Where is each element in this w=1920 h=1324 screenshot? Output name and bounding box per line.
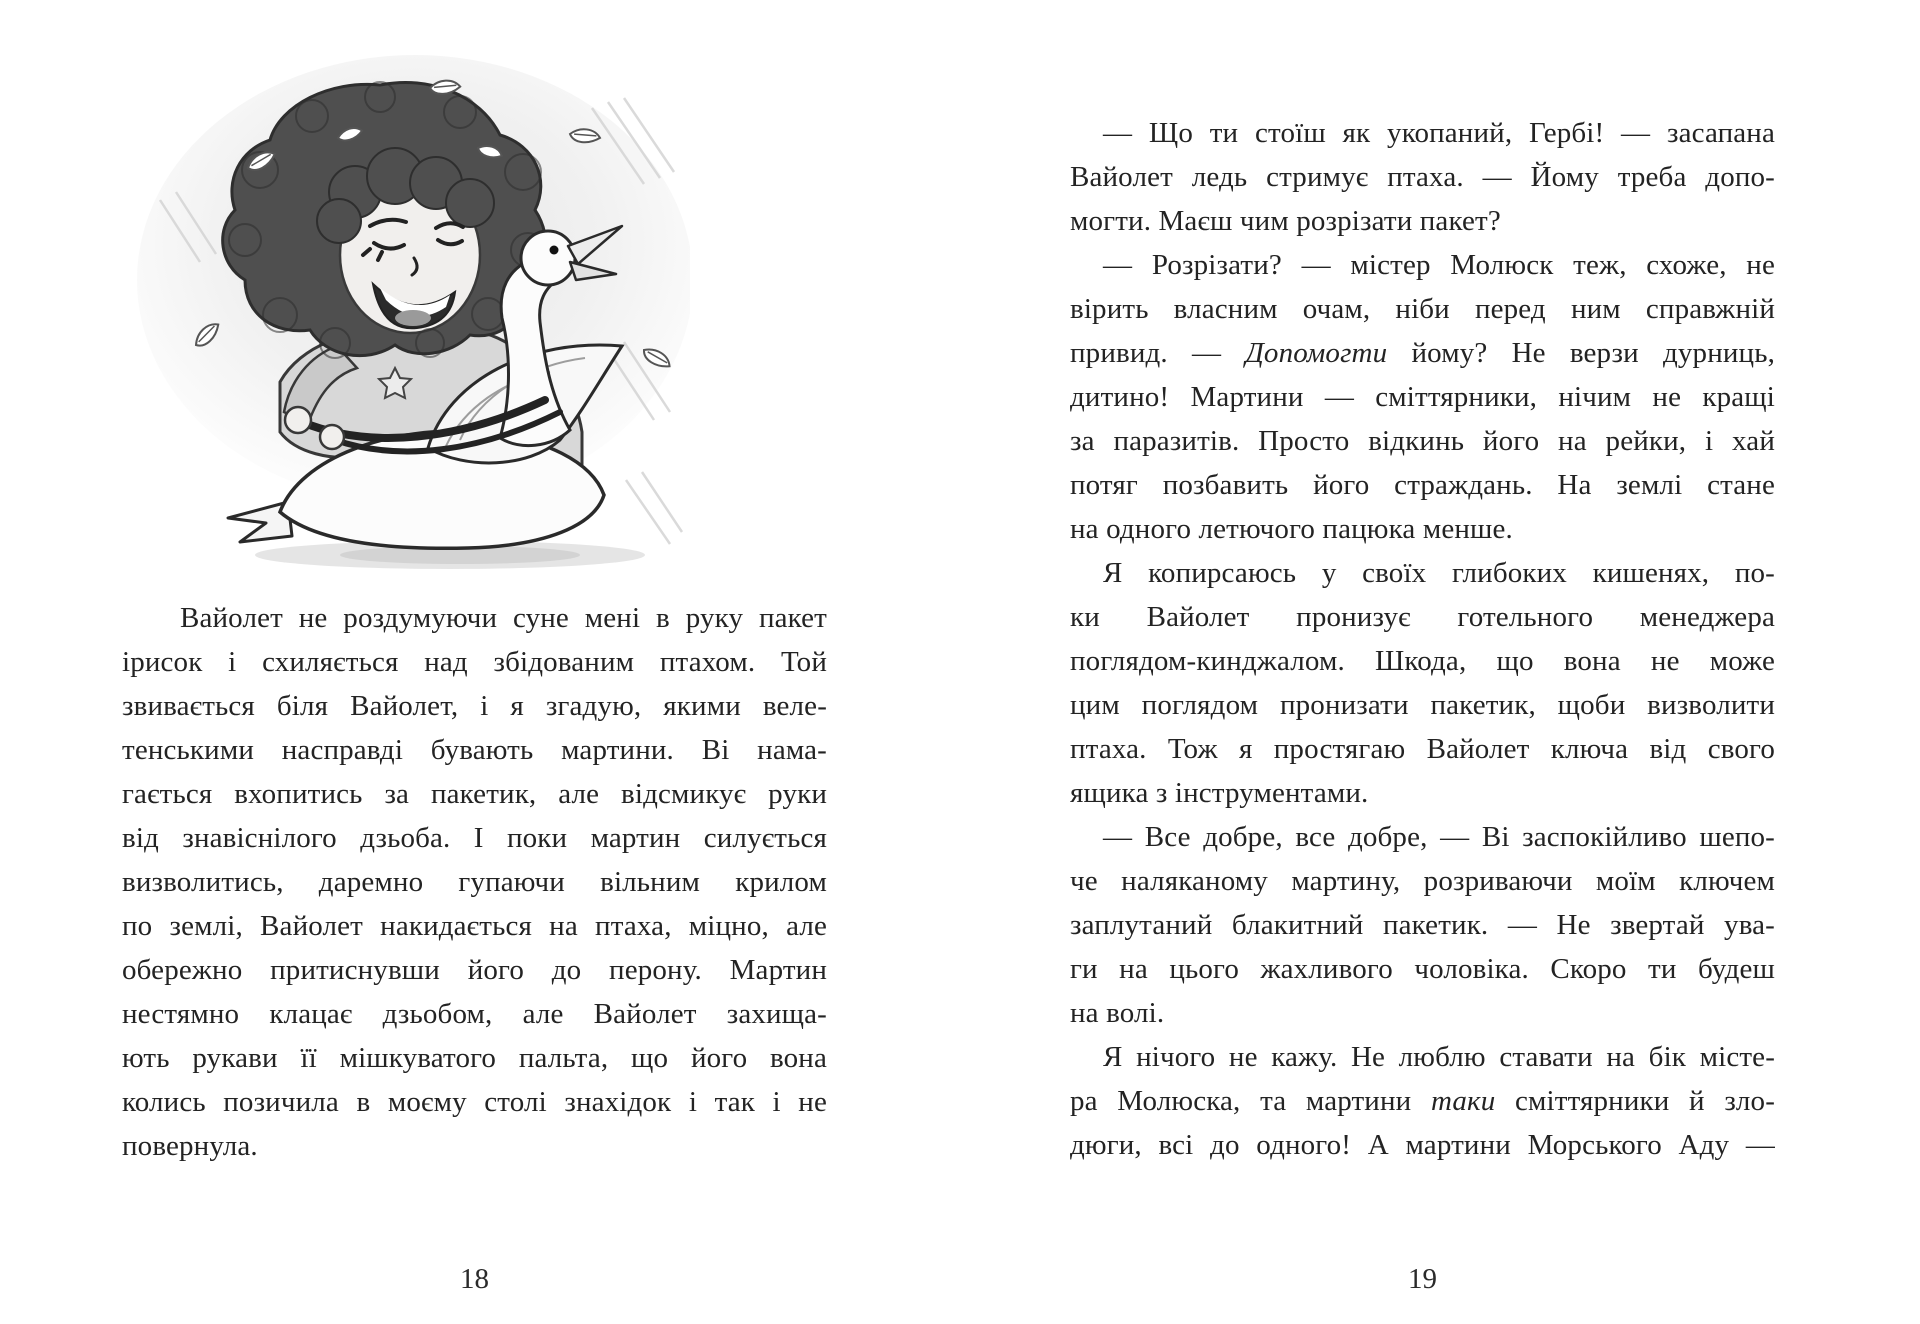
text-segment: за паразитів. Просто відкинь його на рейки, і хай	[1070, 425, 1775, 457]
text-line	[1070, 639, 1775, 683]
text-segment: че наляканому мартину, розриваючи моїм ключем	[1070, 865, 1775, 897]
text-line	[122, 772, 827, 816]
text-segment: дюги, всі до одного! А мартини Морського Аду —	[1070, 1129, 1775, 1161]
illustration-child-with-seagull	[130, 50, 690, 585]
child-tongue	[395, 310, 431, 326]
text-line	[1070, 1035, 1775, 1079]
text-segment: Вайолет не роздумуючи суне мені в руку пакет	[180, 602, 827, 634]
text-segment: йому? Не верзи дурниць,	[1387, 337, 1775, 369]
seagull-head	[521, 231, 575, 285]
text-segment: ірисок і схиляється над збідованим птахом. Той	[122, 646, 827, 678]
text-segment: визволитись, даремно гупаючи вільним крилом	[122, 866, 827, 898]
text-line	[1070, 199, 1775, 243]
text-segment: Вайолет ледь стримує птаха. — Йому треба допо-	[1070, 161, 1775, 193]
text-segment: потяг позбавить його страждань. На землі стане	[1070, 469, 1775, 501]
text-line	[1070, 1079, 1775, 1123]
text-line	[122, 1036, 827, 1080]
text-segment: дитино! Мартини — сміттярники, нічим не кращі	[1070, 381, 1775, 413]
text-line	[122, 904, 827, 948]
text-segment: Я нічого не кажу. Не люблю ставати на бік місте-	[1103, 1041, 1775, 1073]
text-segment: ки Вайолет пронизує готельного менеджера	[1070, 601, 1775, 633]
text-segment: на волі.	[1070, 997, 1165, 1029]
text-line	[1070, 463, 1775, 507]
text-line	[1070, 683, 1775, 727]
text-line	[122, 1124, 827, 1168]
text-segment: гається вхопитись за пакетик, але відсмикує руки	[122, 778, 827, 810]
text-segment: ють рукави її мішкуватого пальта, що його вона	[122, 1042, 827, 1074]
italic-text-segment: таки	[1430, 1085, 1496, 1117]
text-segment: цим поглядом пронизати пакетик, щоби визволити	[1070, 689, 1775, 721]
page-19	[960, 0, 1920, 1324]
text-line	[1070, 771, 1775, 815]
text-line	[1070, 331, 1775, 375]
text-segment: по землі, Вайолет накидається на птаха, міцно, але	[122, 910, 827, 942]
text-line	[1070, 507, 1775, 551]
text-line	[1070, 1123, 1775, 1167]
text-segment: повернула.	[122, 1130, 258, 1162]
text-segment: колись позичила в моєму столі знахідок і так і не	[122, 1086, 827, 1118]
text-segment: ящика з інструментами.	[1070, 777, 1369, 809]
text-segment: на одного летючого пацюка менше.	[1070, 513, 1513, 545]
text-segment: заплутаний блакитний пакетик. — Не звертай ува-	[1070, 909, 1775, 941]
text-segment: — Все добре, все добре, — Ві заспокійливо шепо-	[1103, 821, 1775, 853]
text-line	[1070, 551, 1775, 595]
page-number-right: 19	[1408, 1263, 1437, 1295]
text-segment: привид. —	[1070, 337, 1246, 369]
text-segment: ра Молюска, та мартини	[1070, 1085, 1431, 1117]
text-line	[1070, 287, 1775, 331]
text-line	[122, 816, 827, 860]
text-segment: вірить власним очам, ніби перед ним справжній	[1070, 293, 1775, 325]
left-page-text	[122, 596, 827, 1168]
text-segment: птаха. Тож я простягаю Вайолет ключа від свого	[1070, 733, 1775, 765]
text-line	[122, 640, 827, 684]
text-segment: Я копирсаюсь у своїх глибоких кишенях, по-	[1103, 557, 1775, 589]
text-line	[1070, 243, 1775, 287]
text-segment: поглядом-кинджалом. Шкода, що вона не може	[1070, 645, 1775, 677]
sketch-illustration	[130, 50, 690, 585]
seagull-eye	[550, 246, 559, 255]
text-line	[122, 1080, 827, 1124]
text-line	[122, 596, 827, 640]
page-number-left: 18	[460, 1263, 489, 1295]
text-line	[1070, 859, 1775, 903]
text-segment: обережно притиснувши його до перону. Мартин	[122, 954, 827, 986]
text-line	[1070, 947, 1775, 991]
text-line	[122, 948, 827, 992]
text-line	[122, 860, 827, 904]
text-line	[122, 992, 827, 1036]
text-line	[1070, 815, 1775, 859]
child-hand	[285, 407, 311, 433]
text-line	[1070, 155, 1775, 199]
text-line	[1070, 111, 1775, 155]
right-page-text	[1070, 111, 1775, 1167]
text-segment: від знавіснілого дзьоба. І поки мартин силується	[122, 822, 827, 854]
text-segment: — Що ти стоїш як укопаний, Гербі! — засапана	[1103, 117, 1775, 149]
text-segment: ги на цього жахливого чоловіка. Скоро ти будеш	[1070, 953, 1775, 985]
child-hand	[320, 425, 344, 449]
text-line	[1070, 419, 1775, 463]
text-segment: могти. Маєш чим розрізати пакет?	[1070, 205, 1501, 237]
text-segment: — Розрізати? — містер Молюск теж, схоже, не	[1103, 249, 1775, 281]
text-line	[1070, 903, 1775, 947]
text-segment: звивається біля Вайолет, і я згадую, якими веле-	[122, 690, 827, 722]
text-line	[1070, 595, 1775, 639]
text-segment: нестямно клацає дзьобом, але Вайолет захища-	[122, 998, 827, 1030]
text-line	[122, 684, 827, 728]
italic-text-segment: Допомогти	[1245, 337, 1388, 369]
text-segment: тенськими насправді бувають мартини. Ві нама-	[122, 734, 827, 766]
text-line	[1070, 727, 1775, 771]
text-segment: сміттярники й зло-	[1495, 1085, 1775, 1117]
text-line	[1070, 991, 1775, 1035]
text-line	[1070, 375, 1775, 419]
text-line	[122, 728, 827, 772]
